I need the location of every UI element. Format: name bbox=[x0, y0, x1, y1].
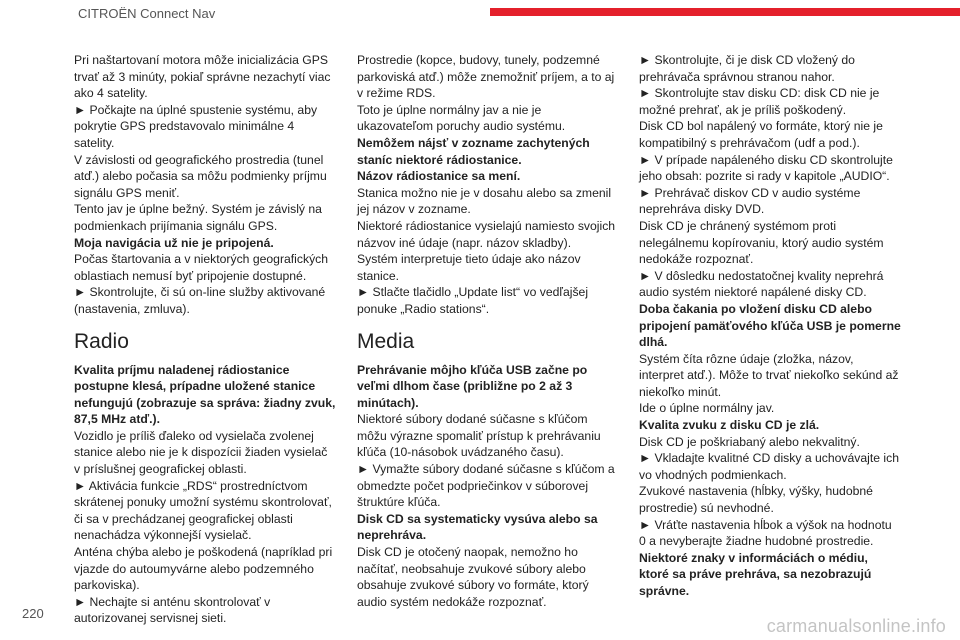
page-number: 220 bbox=[22, 606, 44, 621]
paragraph: ► Skontrolujte, či je disk CD vložený do prehrávača správnou stranou nahor. bbox=[639, 53, 855, 84]
paragraph: V závislosti od geografického prostredia (tunel atď.) alebo počasia sa môžu podmienky príjmu signálu GPS meniť. bbox=[74, 152, 327, 200]
section-heading: Radio bbox=[74, 329, 129, 353]
text-column-2 bbox=[357, 52, 619, 610]
paragraph: ► Vymažte súbory dodané súčasne s kľúčom a obmedzte počet podpriečinkov v súborovej štruktúre kľúča. bbox=[357, 462, 615, 510]
paragraph: Vozidlo je príliš ďaleko od vysielača zvolenej stanice alebo nie je k dispozícii žiaden vysielač v príslušnej geografickej oblasti. bbox=[74, 428, 328, 477]
paragraph: ► V dôsledku nedostatočnej kvality neprehrá audio systém niektoré napálené disky CD. bbox=[639, 268, 884, 300]
watermark: carmanualsonline.info bbox=[766, 616, 946, 636]
paragraph: ► Stlačte tlačidlo „Update list“ vo vedľajšej ponuke „Radio stations“. bbox=[357, 285, 589, 316]
paragraph: Tento jav je úplne bežný. Systém je závislý na podmienkach prijímania signálu GPS. bbox=[74, 202, 322, 233]
question-heading: Doba čakania po vložení disku CD alebo pripojení pamäťového kľúča USB je pomerne dlhá. bbox=[639, 301, 901, 350]
paragraph: Ide o úplne normálny jav. bbox=[639, 401, 775, 416]
text-column-1 bbox=[74, 52, 336, 627]
running-header-title: CITROËN Connect Nav bbox=[78, 6, 216, 21]
question-heading: Názov rádiostanice sa mení. bbox=[357, 169, 521, 184]
paragraph: Zvukové nastavenia (hĺbky, výšky, hudobné prostredie) sú nevhodné. bbox=[639, 484, 873, 516]
paragraph: Systém číta rôzne údaje (zložka, názov, interpret atď.). Môže to trvať niekoľko sekúnd až niekoľko minút. bbox=[639, 351, 899, 399]
paragraph: ► Vráťte nastavenia hĺbok a výšok na hodnotu 0 a nevyberajte žiadne hudobné prostredie. bbox=[639, 517, 892, 549]
paragraph: Anténa chýba alebo je poškodená (napríklad pri vjazde do autoumyvárne alebo podzemného parkoviska). bbox=[74, 545, 333, 593]
paragraph: ► Aktivácia funkcie „RDS“ prostredníctvom skrátenej ponuky umožní systému skontrolovať, či sa v prechádzanej geografickej oblasti nenachádza výkonnejší vysielač. bbox=[74, 478, 332, 543]
paragraph: Niektoré rádiostanice vysielajú namiesto svojich názvov iné údaje (napr. názov skladby). bbox=[357, 218, 616, 250]
paragraph: Niektoré súbory dodané súčasne s kľúčom môžu výrazne spomaliť prístup k prehrávaniu kľúča (10-násobok uvádzaného času). bbox=[357, 412, 601, 460]
question-heading: Disk CD sa systematicky vysúva alebo sa neprehráva. bbox=[357, 511, 598, 543]
paragraph: ► Počkajte na úplné spustenie systému, aby pokrytie GPS predstavovalo minimálne 4 satelity. bbox=[74, 102, 318, 150]
paragraph: ► Skontrolujte, či sú on-line služby aktivované (nastavenia, zmluva). bbox=[74, 285, 326, 316]
question-heading: Prehrávanie môjho kľúča USB začne po veľmi dlhom čase (približne po 2 až 3 minútach). bbox=[357, 362, 588, 410]
paragraph: Pri naštartovaní motora môže inicializácia GPS trvať až 3 minúty, pokiaľ správne nezachytí viac ako 4 satelity. bbox=[74, 53, 331, 101]
question-heading: Moja navigácia už nie je pripojená. bbox=[74, 235, 274, 250]
paragraph: ► Skontrolujte stav disku CD: disk CD nie je možné prehrať, ak je príliš poškodený. bbox=[639, 86, 880, 117]
paragraph: Disk CD je poškriabaný alebo nekvalitný. bbox=[639, 434, 860, 449]
paragraph: Disk CD je chránený systémom proti nelegálnemu kopírovaniu, ktorý audio systém nedokáže rozpoznať. bbox=[639, 218, 884, 267]
paragraph: ► Nechajte si anténu skontrolovať v autorizovanej servisnej sieti. bbox=[74, 594, 271, 626]
paragraph: Disk CD bol napálený vo formáte, ktorý nie je kompatibilný s prehrávačom (udf a pod.). bbox=[639, 119, 883, 150]
section-heading: Media bbox=[357, 329, 415, 353]
text-column-3 bbox=[639, 52, 901, 600]
paragraph: Stanica možno nie je v dosahu alebo sa zmenil jej názov v zozname. bbox=[357, 185, 612, 217]
paragraph: Disk CD je otočený naopak, nemožno ho načítať, neobsahuje zvukové súbory alebo obsahuje zvukové súbory vo formáte, ktorý audio systém nedokáže rozpoznať. bbox=[357, 545, 589, 609]
question-heading: Kvalita príjmu naladenej rádiostanice postupne klesá, prípadne uložené stanice nefungujú (zobrazuje sa správa: žiadny zvuk, 87,5 MHz atď.). bbox=[74, 362, 336, 427]
question-heading: Nemôžem nájsť v zozname zachytených staníc niektoré rádiostanice. bbox=[357, 135, 590, 167]
header-accent-bar bbox=[490, 8, 960, 16]
paragraph: ► Vkladajte kvalitné CD disky a uchovávajte ich vo vhodných podmienkach. bbox=[639, 451, 899, 482]
question-heading: Niektoré znaky v informáciách o médiu, ktoré sa práve prehráva, sa nezobrazujú správne. bbox=[639, 550, 872, 598]
paragraph: ► V prípade napáleného disku CD skontrolujte jeho obsah: pozrite si rady v kapitole „AUDIO“. bbox=[639, 152, 893, 184]
paragraph: Počas štartovania a v niektorých geografických oblastiach nemusí byť pripojenie dostupné. bbox=[74, 252, 329, 283]
paragraph: Toto je úplne normálny jav a nie je ukazovateľom poruchy audio systému. bbox=[357, 102, 566, 134]
paragraph: ► Prehrávač diskov CD v audio systéme neprehráva disky DVD. bbox=[639, 185, 861, 217]
paragraph: Prostredie (kopce, budovy, tunely, podzemné parkoviská atď.) môže znemožniť príjem, a to aj v režime RDS. bbox=[357, 53, 615, 101]
paragraph: Systém interpretuje tieto údaje ako názov stanice. bbox=[357, 252, 581, 283]
question-heading: Kvalita zvuku z disku CD je zlá. bbox=[639, 418, 820, 433]
